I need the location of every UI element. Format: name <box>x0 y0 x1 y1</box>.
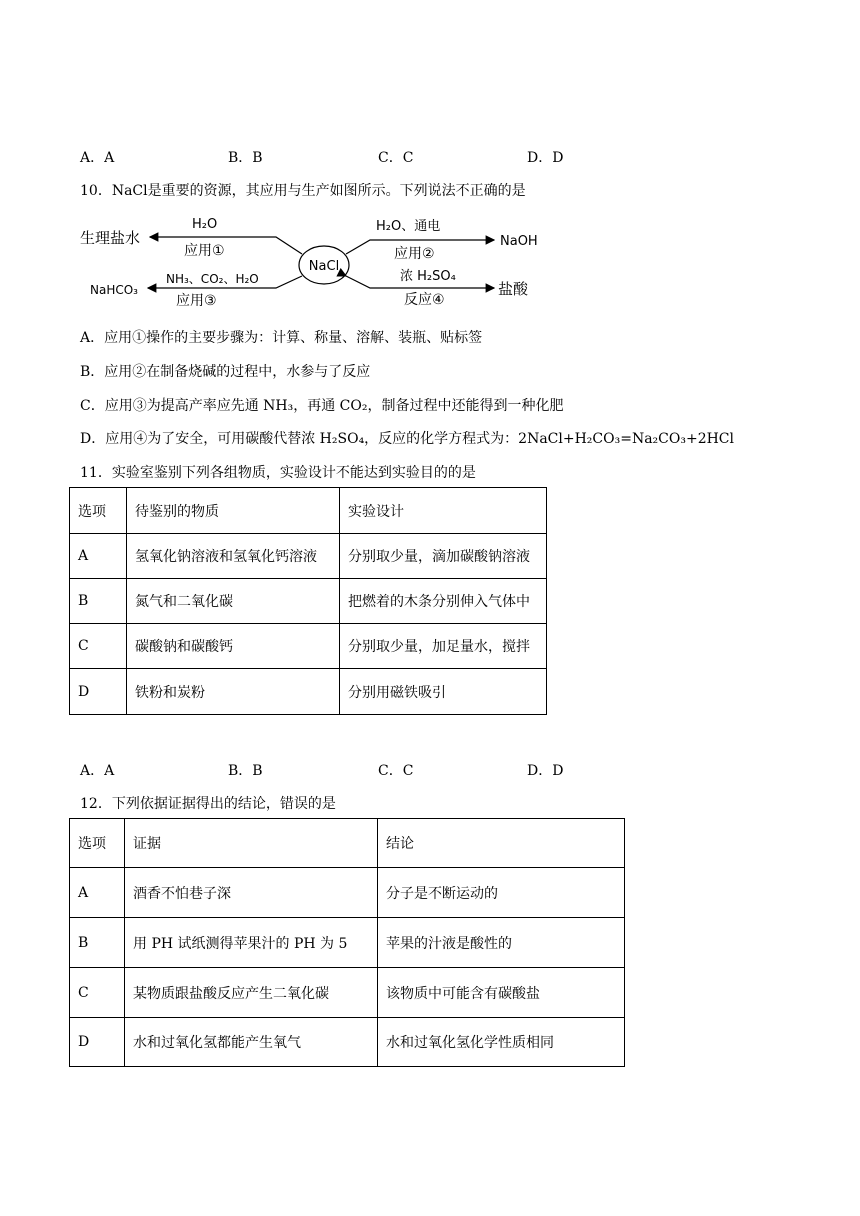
table-header-cell: 待鉴别的物质 <box>127 488 340 534</box>
table-cell: B <box>70 918 125 968</box>
nacl-diagram <box>78 206 548 306</box>
q11-option-c[interactable]: C．C <box>378 763 414 779</box>
table-header-cell: 结论 <box>378 819 625 868</box>
table-row <box>70 579 547 624</box>
q10-option-b[interactable]: B．应用②在制备烧碱的过程中，水参与了反应 <box>80 364 371 380</box>
table-cell: 用 PH 试纸测得苹果汁的 PH 为 5 <box>125 918 378 968</box>
q10-option-a[interactable]: A．应用①操作的主要步骤为：计算、称量、溶解、装瓶、贴标签 <box>80 330 483 346</box>
q10-stem: 10．NaCl是重要的资源，其应用与生产如图所示。下列说法不正确的是 <box>80 183 526 199</box>
left-bottom-target: NaHCO₃ <box>90 283 138 297</box>
table-cell: D <box>70 669 127 715</box>
table-row <box>70 624 547 669</box>
table-cell: A <box>70 534 127 579</box>
table-cell: D <box>70 1018 125 1067</box>
table-cell: C <box>70 624 127 669</box>
table-cell: 水和过氧化氢化学性质相同 <box>378 1018 625 1067</box>
arrow-left-top <box>150 237 302 254</box>
table-cell: 分子是不断运动的 <box>378 868 625 918</box>
table-header-cell: 证据 <box>125 819 378 868</box>
q11-option-b[interactable]: B．B <box>228 763 263 779</box>
right-bottom-label: 反应④ <box>404 292 445 306</box>
table-header-row <box>70 819 625 868</box>
table-header-row <box>70 488 547 534</box>
table-row <box>70 968 625 1018</box>
table-cell: C <box>70 968 125 1018</box>
right-bottom-reagent: 浓 H₂SO₄ <box>400 269 456 284</box>
table-cell: 分别用磁铁吸引 <box>340 669 547 715</box>
q9-option-b[interactable]: B．B <box>228 150 263 166</box>
table-cell: 分别取少量，滴加碳酸钠溶液 <box>340 534 547 579</box>
left-bottom-label: 应用③ <box>176 293 217 306</box>
q11-stem: 11．实验室鉴别下列各组物质，实验设计不能达到实验目的的是 <box>80 465 476 481</box>
table-cell: 水和过氧化氢都能产生氧气 <box>125 1018 378 1067</box>
left-top-reagent: H₂O <box>192 217 218 232</box>
table-cell: 碳酸钠和碳酸钙 <box>127 624 340 669</box>
q12-stem: 12．下列依据证据得出的结论，错误的是 <box>80 796 336 812</box>
right-top-target: NaOH <box>500 234 538 249</box>
table-header-cell: 实验设计 <box>340 488 547 534</box>
q10-option-c[interactable]: C．应用③为提高产率应先通 NH₃，再通 CO₂，制备过程中还能得到一种化肥 <box>80 398 564 414</box>
table-row <box>70 918 625 968</box>
nacl-diagram-svg <box>78 206 548 306</box>
table-cell: B <box>70 579 127 624</box>
table-row <box>70 1018 625 1067</box>
right-top-reagent: H₂O、通电 <box>376 219 441 234</box>
right-bottom-target: 盐酸 <box>498 280 529 298</box>
q11-option-a[interactable]: A．A <box>80 763 115 779</box>
table-cell: 苹果的汁液是酸性的 <box>378 918 625 968</box>
table-cell: 氢氧化钠溶液和氢氧化钙溶液 <box>127 534 340 579</box>
table-cell: 某物质跟盐酸反应产生二氧化碳 <box>125 968 378 1018</box>
q9-option-d[interactable]: D．D <box>527 150 564 166</box>
table-row <box>70 868 625 918</box>
q11-option-d[interactable]: D．D <box>527 763 564 779</box>
q9-option-a[interactable]: A．A <box>80 150 115 166</box>
table-cell: 分别取少量，加足量水，搅拌 <box>340 624 547 669</box>
left-top-target: 生理盐水 <box>80 229 141 247</box>
table-header-cell: 选项 <box>70 488 127 534</box>
table-cell: 氮气和二氧化碳 <box>127 579 340 624</box>
left-bottom-reagent: NH₃、CO₂、H₂O <box>166 272 259 286</box>
table-cell: A <box>70 868 125 918</box>
right-top-label: 应用② <box>394 246 435 262</box>
table-row <box>70 669 547 715</box>
table-row <box>70 534 547 579</box>
q10-option-d[interactable]: D．应用④为了安全，可用碳酸代替浓 H₂SO₄，反应的化学方程式为：2NaCl+H₂CO₃=Na₂CO₃+2HCl <box>80 431 734 447</box>
table-cell: 酒香不怕巷子深 <box>125 868 378 918</box>
left-top-label: 应用① <box>184 243 225 259</box>
q9-option-c[interactable]: C．C <box>378 150 414 166</box>
table-cell: 该物质中可能含有碳酸盐 <box>378 968 625 1018</box>
table-header-cell: 选项 <box>70 819 125 868</box>
table-cell: 把燃着的木条分别伸入气体中 <box>340 579 547 624</box>
q12-table <box>69 818 625 1067</box>
q11-table <box>69 487 547 715</box>
nacl-center-label: NaCl <box>308 259 340 274</box>
table-cell: 铁粉和炭粉 <box>127 669 340 715</box>
